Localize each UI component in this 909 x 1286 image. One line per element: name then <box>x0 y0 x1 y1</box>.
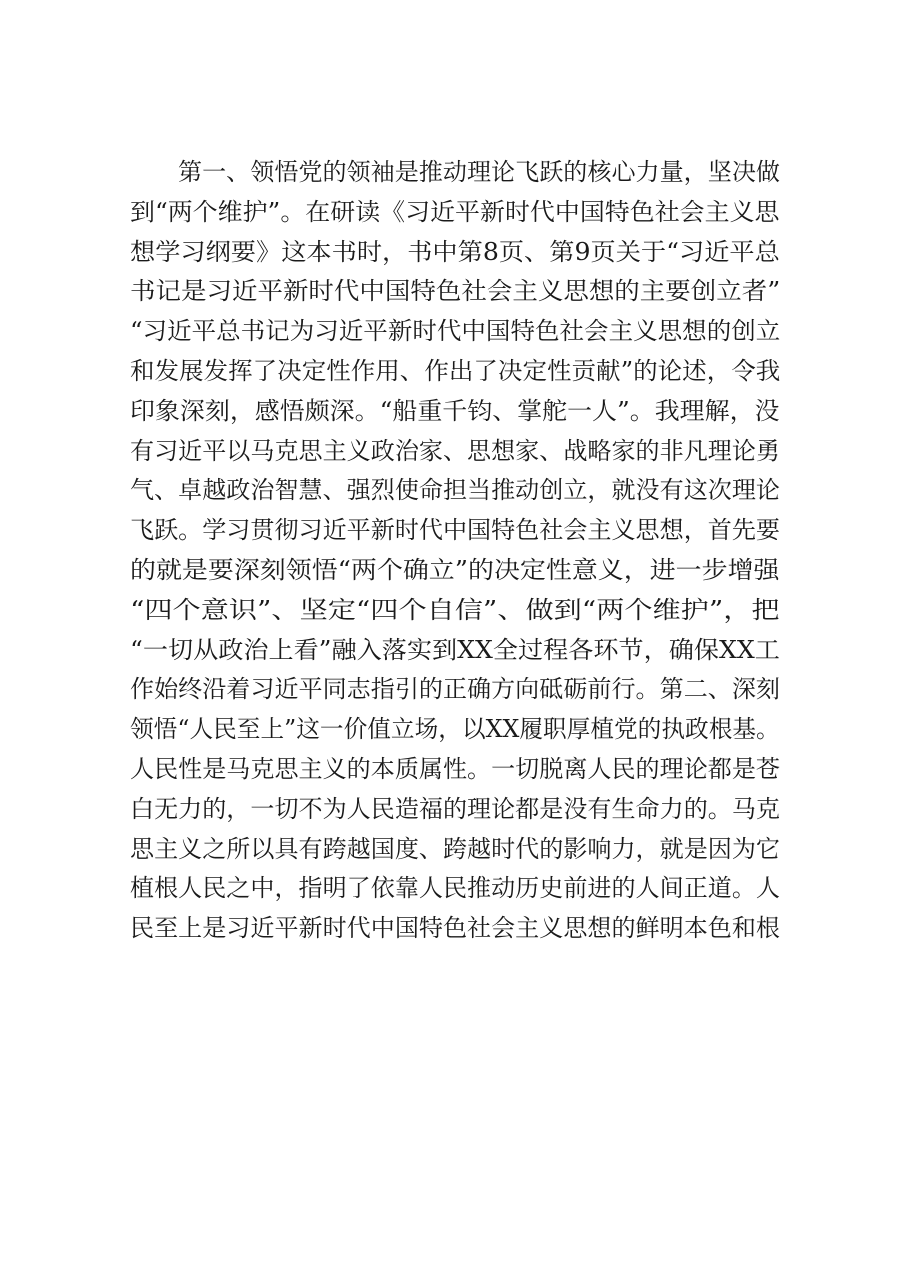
paragraph-line: 书记是习近平新时代中国特色社会主义思想的主要创立者” <box>130 277 781 306</box>
paragraph-line: 民至上是习近平新时代中国特色社会主义思想的鲜明本色和根 <box>130 914 780 943</box>
paragraph-line: 到“两个维护”。在研读《习近平新时代中国特色社会主义思 <box>130 197 780 226</box>
paragraph-line: 和发展发挥了决定性作用、作出了决定性贡献”的论述，令我 <box>130 357 781 385</box>
paragraph-line: “四个意识”、坚定“四个自信”、做到“两个维护”，把 <box>130 595 780 624</box>
paragraph-first-line: 第一、领悟党的领袖是推动理论飞跃的核心力量，坚决做 <box>178 158 780 186</box>
paragraph-line: “习近平总书记为习近平新时代中国特色社会主义思想的创立 <box>130 317 781 346</box>
paragraph-line: 印象深刻，感悟颇深。“船重千钧、掌舵一人”。我理解，没 <box>130 396 780 425</box>
paragraph-line: 白无力的，一切不为人民造福的理论都是没有生命力的。马克 <box>130 794 780 823</box>
paragraph-line: 思主义之所以具有跨越国度、跨越时代的影响力，就是因为它 <box>130 834 780 863</box>
paragraph-line: 有习近平以马克思主义政治家、思想家、战略家的非凡理论勇 <box>130 436 780 465</box>
paragraph-line: 气、卓越政治智慧、强烈使命担当推动创立，就没有这次理论 <box>130 476 780 505</box>
paragraph-line: 植根人民之中，指明了依靠人民推动历史前进的人间正道。人 <box>130 874 780 903</box>
paragraph-line: 领悟“人民至上”这一价值立场，以XX履职厚植党的执政根基。 <box>130 715 780 744</box>
paragraph-line: 人民性是马克思主义的本质属性。一切脱离人民的理论都是苍 <box>130 755 780 783</box>
paragraph-line: 飞跃。学习贯彻习近平新时代中国特色社会主义思想，首先要 <box>130 516 780 545</box>
paragraph-line: 的就是要深刻领悟“两个确立”的决定性意义，进一步增强 <box>130 556 780 584</box>
paragraph-line: “一切从政治上看”融入落实到XX全过程各环节，确保XX工 <box>130 635 780 664</box>
paragraph-line: 作始终沿着习近平同志指引的正确方向砥砺前行。第二、深刻 <box>130 675 780 704</box>
paragraph-line: 想学习纲要》这本书时，书中第8页、第9页关于“习近平总 <box>130 237 780 266</box>
